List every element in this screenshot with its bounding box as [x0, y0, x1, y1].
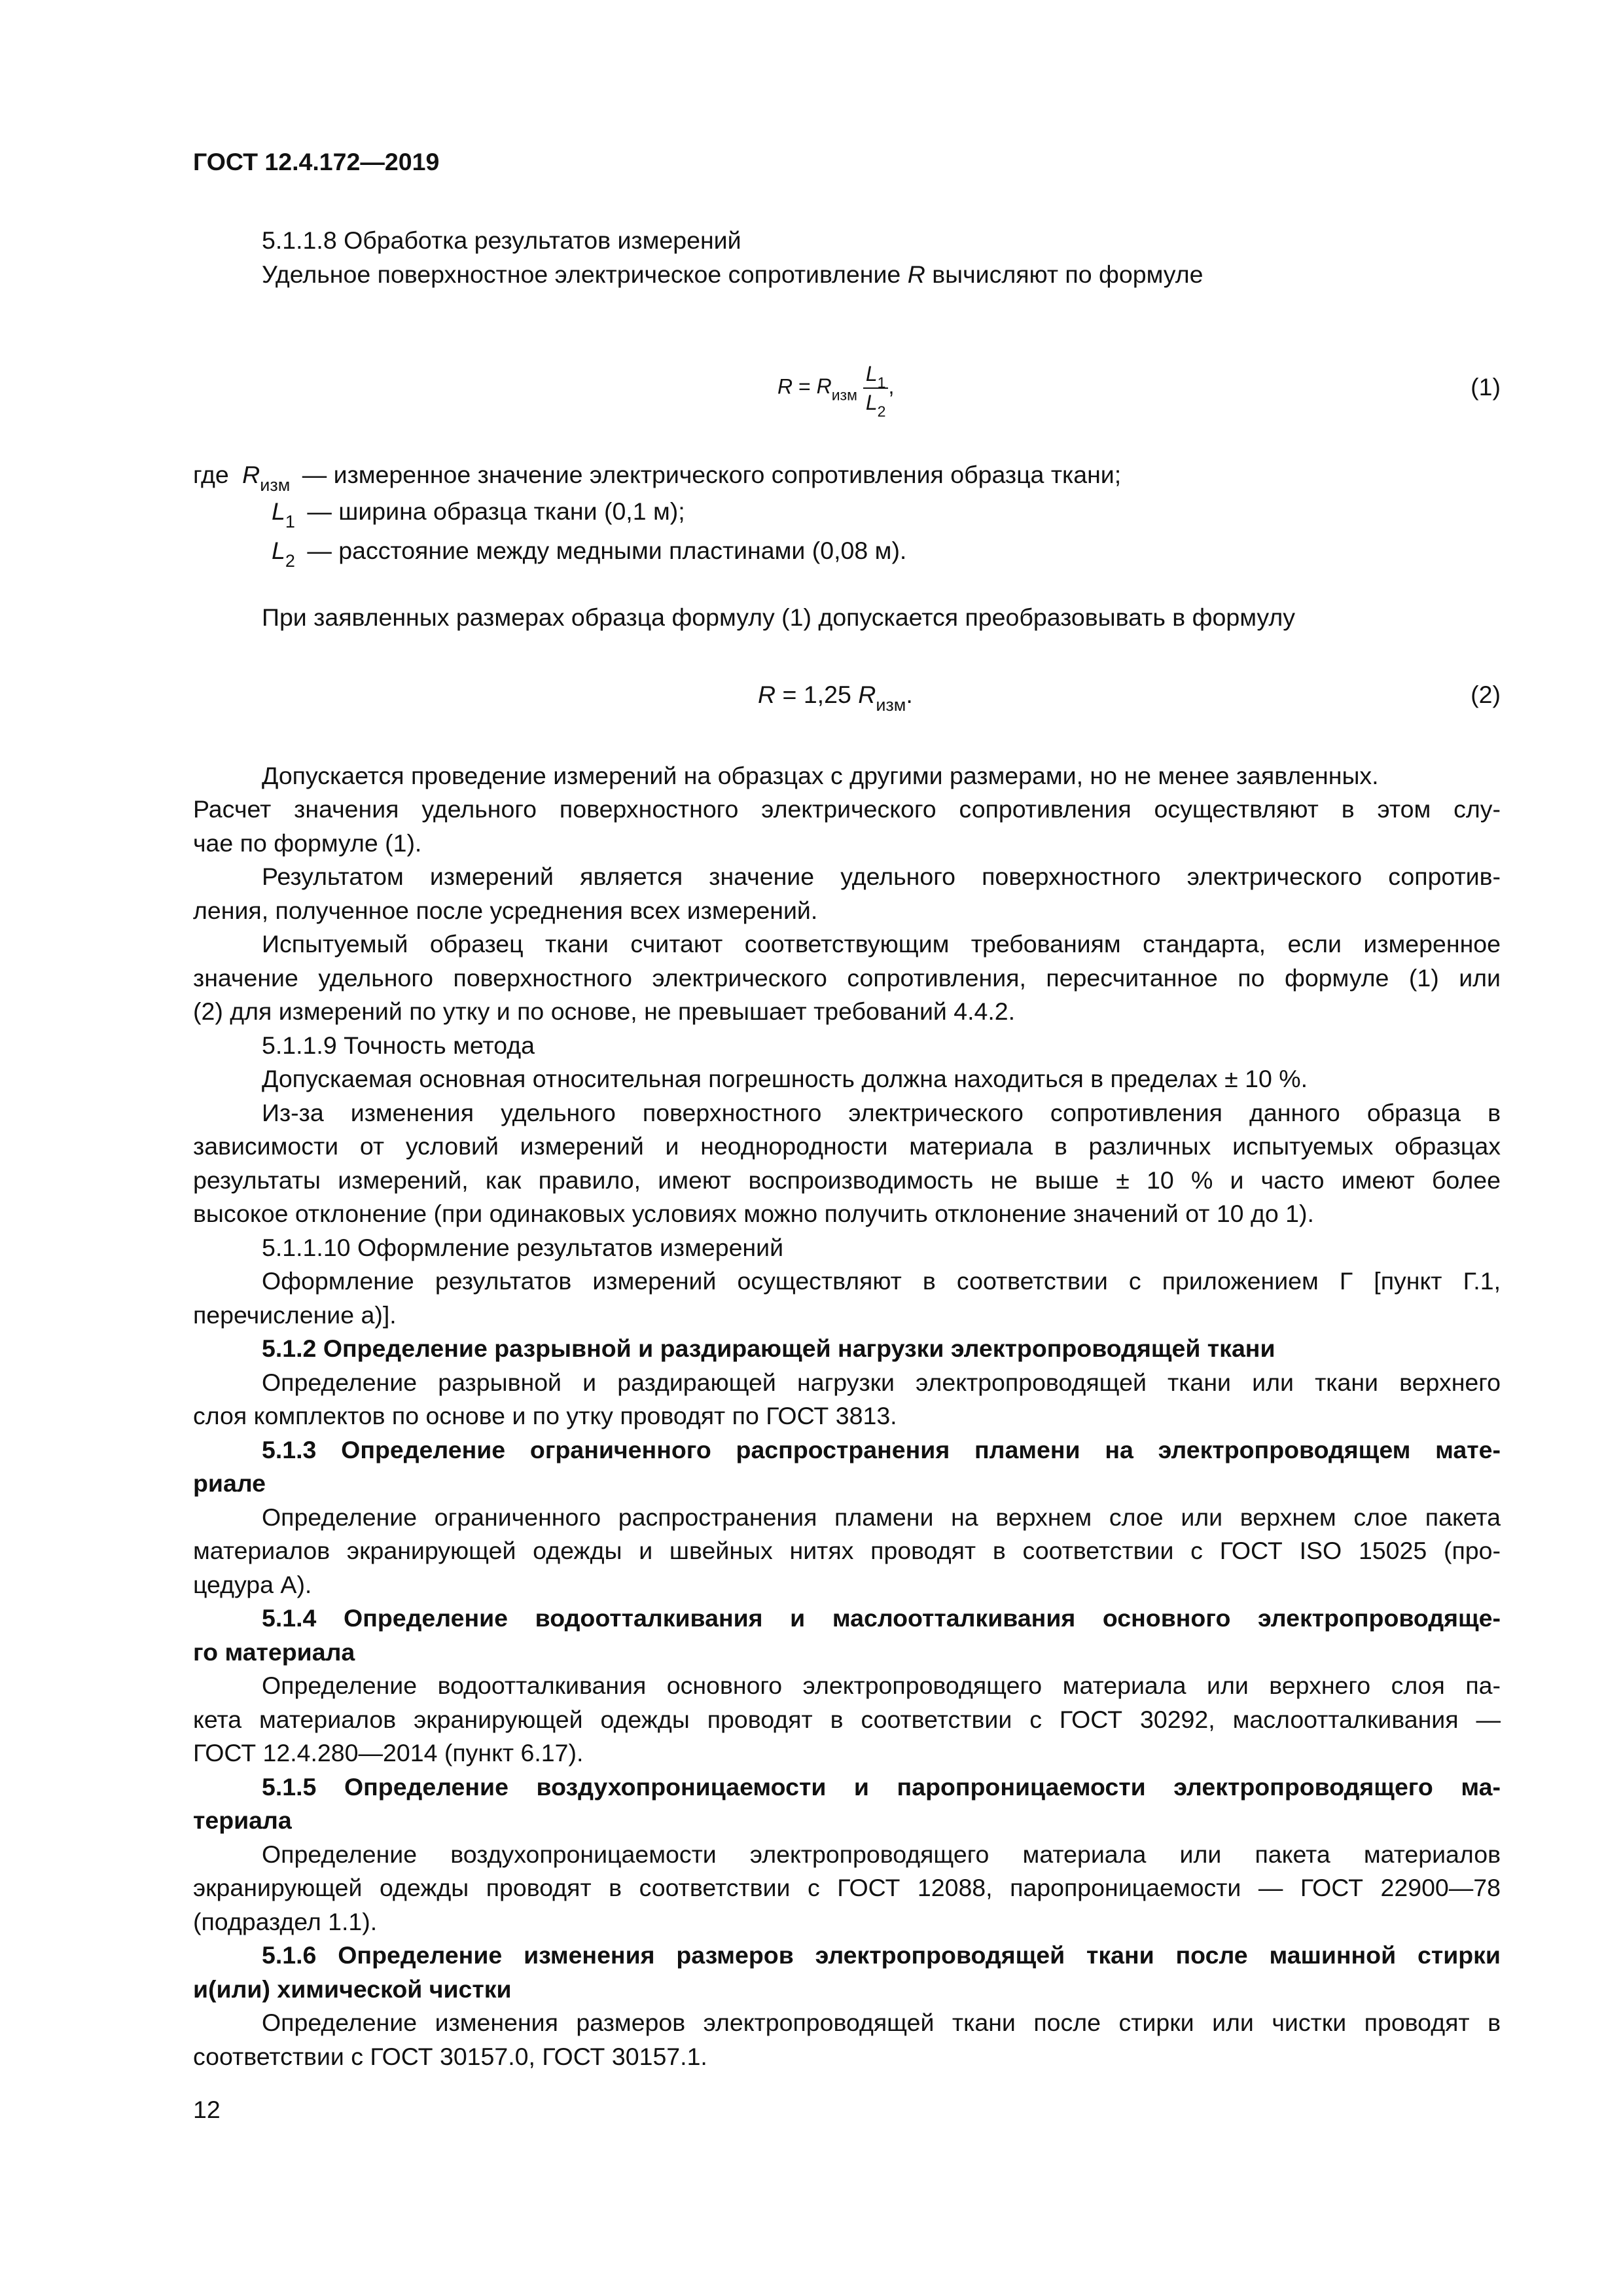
intro-text-a: Удельное поверхностное электрическое сопротивление	[262, 260, 901, 288]
paragraph-line: Испытуемый образец ткани считают соответствующим требованиям стандарта, если измеренное	[262, 930, 1501, 958]
paragraph-line: Определение водоотталкивания основного электропроводящего материала или верхнего слоя па-	[262, 1672, 1501, 1699]
paragraph-line: Определение изменения размеров электропроводящей ткани после стирки или чистки проводят в	[262, 2009, 1501, 2036]
paragraph-line: ГОСТ 12.4.280—2014 (пункт 6.17).	[193, 1739, 584, 1767]
document-header: ГОСТ 12.4.172—2019	[193, 148, 440, 175]
section-heading-5-1-1-9: 5.1.1.9 Точность метода	[262, 1031, 535, 1059]
paragraph-line: Определение ограниченного распространения пламени на верхнем слое или верхнем слое пакета	[262, 1503, 1501, 1531]
formula-1	[777, 360, 895, 420]
formula-1-denominator: $L_2$	[865, 391, 886, 420]
paragraph-line: ления, полученное после усреднения всех измерений.	[193, 897, 818, 924]
where-r: где $R_{изм}$ — измеренное значение электрического сопротивления образца ткани;	[193, 461, 1122, 495]
paragraph-line: (подраздел 1.1).	[193, 1908, 378, 1935]
transform-text: При заявленных размерах образца формулу (1) допускается преобразовывать в формулу	[262, 603, 1295, 631]
section-heading-5-1-3: 5.1.3 Определение ограниченного распространения пламени на электропроводящем мате-	[262, 1436, 1501, 1463]
paragraph-line: слоя комплектов по основе и по утку проводят по ГОСТ 3813.	[193, 1402, 897, 1429]
where-l1: $L_1$ — ширина образца ткани (0,1 м);	[272, 497, 685, 532]
paragraph-line: Результатом измерений является значение удельного поверхностного электрического сопротив-	[262, 863, 1501, 890]
section-heading-5-1-4: 5.1.4 Определение водоотталкивания и маслоотталкивания основного электропроводяще-	[262, 1604, 1501, 1632]
section-heading-5-1-5: 5.1.5 Определение воздухопроницаемости и паропроницаемости электропроводящего ма-	[262, 1773, 1501, 1801]
page-number: 12	[193, 2096, 221, 2123]
paragraph-line: Определение воздухопроницаемости электропроводящего материала или пакета материалов	[262, 1840, 1501, 1868]
where-l2: $L_2$ — расстояние между медными пластинами (0,08 м).	[272, 537, 907, 571]
paragraph-line: материалов экранирующей одежды и швейных нитях проводят в соответствии с ГОСТ ISO 15025 (про-	[193, 1537, 1501, 1564]
paragraph-line: Из-за изменения удельного поверхностного электрического сопротивления данного образца в	[262, 1099, 1501, 1126]
paragraph-line: Определение разрывной и раздирающей нагрузки электропроводящей ткани или ткани верхнего	[262, 1369, 1501, 1396]
formula-2: R = 1,25 $R_{изм}$.	[758, 681, 913, 715]
paragraph-line: чае по формуле (1).	[193, 829, 422, 857]
formula-1-comma: ,	[888, 374, 895, 399]
formula-1-r: $R_{изм}$	[816, 374, 857, 404]
formula-intro	[262, 258, 1203, 292]
paragraph-line: экранирующей одежды проводят в соответствии с ГОСТ 12088, паропроницаемости — ГОСТ 22900—78	[193, 1874, 1501, 1901]
section-heading-5-1-2: 5.1.2 Определение разрывной и раздирающей нагрузки электропроводящей ткани	[262, 1335, 1275, 1362]
paragraph-line: перечисление а)].	[193, 1301, 397, 1329]
section-heading-5-1-1-8: 5.1.1.8 Обработка результатов измерений	[262, 226, 741, 254]
paragraph-line: результаты измерений, как правило, имеют воспроизводимость не выше ± 10 % и часто имеют более	[193, 1166, 1501, 1194]
formula-1-number: (1)	[1471, 373, 1501, 401]
paragraph-line: высокое отклонение (при одинаковых условиях можно получить отклонение значений от 10 до 1).	[193, 1200, 1314, 1227]
paragraph-line: Допускаемая основная относительная погрешность должна находиться в пределах ± 10 %.	[262, 1065, 1308, 1092]
section-heading-5-1-1-10: 5.1.1.10 Оформление результатов измерений	[262, 1234, 784, 1261]
formula-1-fraction	[863, 360, 889, 420]
paragraph-line: кета материалов экранирующей одежды проводят в соответствии с ГОСТ 30292, маслоотталкивания —	[193, 1706, 1501, 1733]
section-heading-5-1-6-cont: и(или) химической чистки	[193, 1975, 512, 2003]
formula-1-equals: =	[798, 374, 811, 399]
paragraph-line: Оформление результатов измерений осуществляют в соответствии с приложением Г [пункт Г.1,	[262, 1267, 1501, 1295]
formula-1-lhs: R	[777, 374, 793, 399]
formula-2-number: (2)	[1471, 681, 1501, 708]
paragraph-line: значение удельного поверхностного электрического сопротивления, пересчитанное по формуле (1) или	[193, 964, 1501, 992]
intro-variable: R	[907, 260, 925, 288]
paragraph-line: (2) для измерений по утку и по основе, не превышает требований 4.4.2.	[193, 997, 1016, 1025]
section-heading-5-1-5-cont: териала	[193, 1806, 292, 1834]
paragraph-line: зависимости от условий измерений и неоднородности материала в различных испытуемых образцах	[193, 1132, 1501, 1160]
paragraph-line: соответствии с ГОСТ 30157.0, ГОСТ 30157.1.	[193, 2043, 707, 2070]
paragraph-line: Допускается проведение измерений на образцах с другими размерами, но не менее заявленных.	[262, 762, 1379, 789]
paragraph-line: Расчет значения удельного поверхностного электрического сопротивления осуществляют в этом слу-	[193, 795, 1501, 823]
section-heading-5-1-6: 5.1.6 Определение изменения размеров электропроводящей ткани после машинной стирки	[262, 1941, 1501, 1969]
section-heading-5-1-3-cont: риале	[193, 1469, 266, 1497]
formula-1-numerator: $L_1$	[863, 360, 889, 389]
section-heading-5-1-4-cont: го материала	[193, 1638, 355, 1666]
intro-text-b: вычисляют по формуле	[932, 260, 1204, 288]
paragraph-line: цедура А).	[193, 1571, 312, 1598]
